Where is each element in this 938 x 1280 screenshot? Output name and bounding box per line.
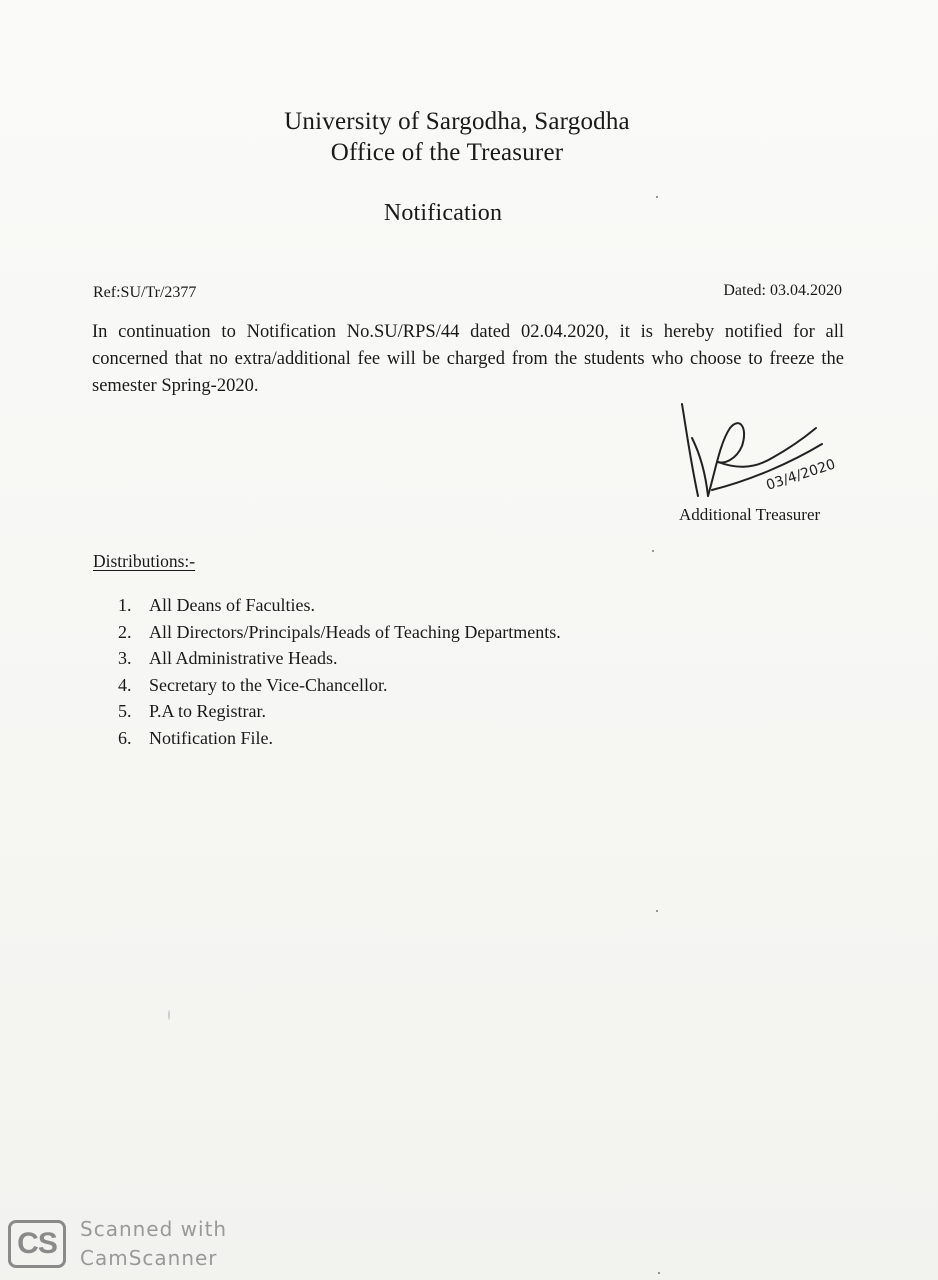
scan-speck <box>168 1010 170 1020</box>
university-name: University of Sargodha, Sargodha <box>284 108 630 135</box>
watermark-line-2: CamScanner <box>80 1246 218 1270</box>
list-item: 4. Secretary to the Vice-Chancellor. <box>118 674 388 695</box>
list-item: 3. All Administrative Heads. <box>118 648 338 669</box>
list-item: 5. P.A to Registrar. <box>118 701 267 722</box>
list-item: 1. All Deans of Faculties. <box>118 595 315 615</box>
list-item: 2. All Directors/Principals/Heads of Teaching Departments. <box>118 621 561 642</box>
watermark-line-1: Scanned with <box>80 1217 228 1241</box>
office-name: Office of the Treasurer <box>330 139 564 166</box>
camscanner-logo: CS <box>8 1220 66 1268</box>
camscanner-watermark <box>8 1214 248 1274</box>
scan-speck <box>658 1272 660 1274</box>
scan-speck <box>652 550 654 552</box>
scan-speck <box>656 910 658 912</box>
distributions-heading: Distributions:- <box>93 551 196 571</box>
list-item: 6. Notification File. <box>118 727 273 748</box>
document-date: Dated: 03.04.2020 <box>723 282 842 299</box>
signatory-title: Additional Treasurer <box>679 505 821 524</box>
reference-number: Ref:SU/Tr/2377 <box>93 284 197 301</box>
scan-speck <box>656 196 658 198</box>
document-title: Notification <box>383 200 503 226</box>
notification-body: In continuation to Notification No.SU/RPS/44 dated 02.04.2020, it is hereby notified for all concerned that no extra/additional fee will be charged from the students who choose to freeze the semester Spring-2020. <box>92 322 844 396</box>
signature-date: 03/4/2020 <box>764 456 838 494</box>
handwritten-signature <box>672 398 872 508</box>
distribution-list <box>118 592 561 752</box>
